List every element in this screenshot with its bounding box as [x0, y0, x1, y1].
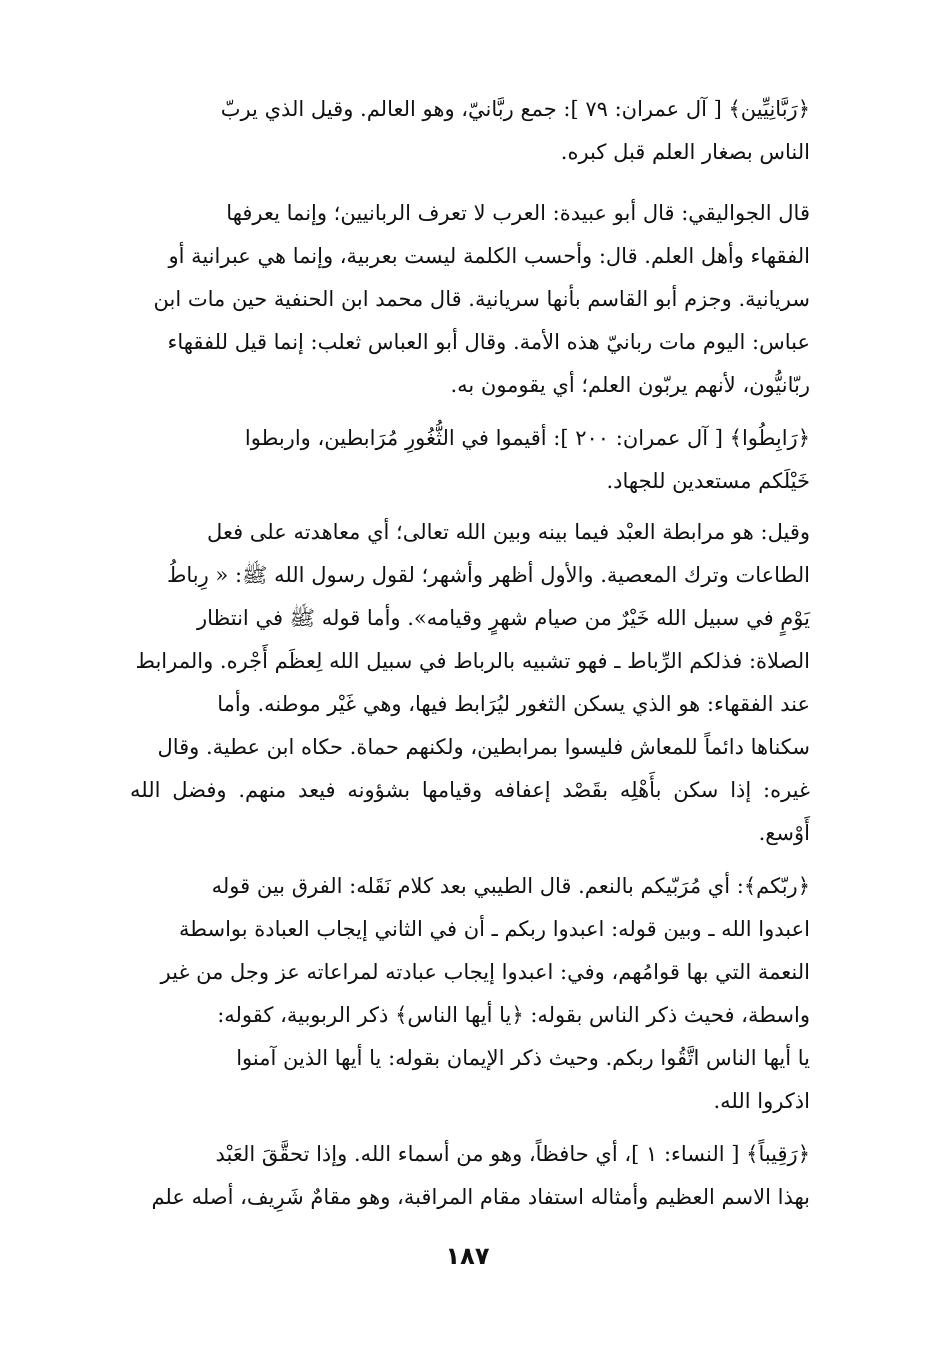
text-line: سكناها دائماً للمعاش فليسوا بمرابطين، ولكنهم حماة. حكاه ابن عطية. وقال	[157, 735, 810, 759]
paragraph-murabata	[130, 511, 810, 855]
text-line: يا أيها الناس اتَّقُوا ربكم. وحيث ذكر الإيمان بقوله: يا أيها الذين آمنوا	[236, 1046, 810, 1070]
text-line: النعمة التي بها قوامُهم، وفي: اعبدوا إيجاب عبادته لمراعاته عز وجل من غير	[160, 960, 810, 984]
text-line: اذكروا الله.	[713, 1089, 810, 1113]
text-line: عند الفقهاء: هو الذي يسكن الثغور ليُرَابط فيها، وهي غَيْر موطنه. وأما	[217, 692, 810, 716]
text-line: ﴿رَابِطُوا﴾ [ آل عمران: ٢٠٠ ]: أقيموا في الثُّغُورِ مُرَابطين، واربطوا	[244, 426, 810, 450]
text-line: غيره: إذا سكن بأَهْلِه بقَصْد إعفافه وقيامها بشؤونه فيعد منهم. وفضل الله أَوْسع.	[130, 778, 810, 845]
text-line: يَوْمٍ في سبيل الله خَيْرٌ من صيام شهرٍ وقيامه». وأما قوله ﷺ في انتظار	[196, 606, 810, 630]
text-line: قال الجواليقي: قال أبو عبيدة: العرب لا تعرف الربانيين؛ وإنما يعرفها	[226, 201, 810, 225]
text-line: ﴿رَقِيباً﴾ [ النساء: ١ ]، أي حافظاً، وهو من أسماء الله. وإذا تحقَّقَ العَبْد	[215, 1142, 810, 1166]
paragraph-raqiban	[130, 1133, 810, 1219]
text-line: الفقهاء وأهل العلم. قال: وأحسب الكلمة ليست بعربية، وإنما هي عبرانية أو	[168, 244, 810, 268]
text-line: ﴿رَبَّانِيِّين﴾ [ آل عمران: ٧٩ ]: جمع ربَّانيّ، وهو العالم. وقيل الذي يربّ	[220, 97, 810, 121]
text-line: واسطة، فحيث ذكر الناس بقوله: ﴿يا أيها الناس﴾ ذكر الربوبية، كقوله:	[217, 1003, 810, 1027]
text-line: خَيْلَكم مستعدين للجهاد.	[606, 469, 810, 493]
paragraph-jawaliqi	[130, 192, 810, 407]
text-line: الصلاة: فذلكم الرِّباط ـ فهو تشبيه بالرباط في سبيل الله لِعظَم أَجْره. والمرابط	[135, 649, 810, 673]
text-line: بهذا الاسم العظيم وأمثاله استفاد مقام المراقبة، وهو مقامٌ شَرِيف، أصله علم	[151, 1185, 810, 1209]
paragraph-rabitu	[130, 417, 810, 503]
text-line: الطاعات وترك المعصية. والأول أظهر وأشهر؛ لقول رسول الله ﷺ: « رِباطُ	[166, 563, 810, 587]
text-line: عباس: اليوم مات ربانيّ هذه الأمة. وقال أبو العباس ثعلب: إنما قيل للفقهاء	[167, 330, 810, 354]
paragraph-rabbaniyyin	[130, 88, 810, 174]
text-line: ربّانيُّون، لأنهم يربّون العلم؛ أي يقومون به.	[450, 373, 810, 397]
text-line: سريانية. وجزم أبو القاسم بأنها سريانية. قال محمد ابن الحنفية حين مات ابن	[153, 287, 810, 311]
text-line: الناس بصغار العلم قبل كبره.	[560, 140, 810, 164]
page-body	[130, 88, 810, 1219]
text-line: ﴿ربّكم﴾: أي مُرَبّيكم بالنعم. قال الطيبي بعد كلام نَقَله: الفرق بين قوله	[211, 874, 810, 898]
text-line: اعبدوا الله ـ وبين قوله: اعبدوا ربكم ـ أن في الثاني إيجاب العبادة بواسطة	[179, 917, 810, 941]
paragraph-rabbukum	[130, 865, 810, 1123]
text-line: وقيل: هو مرابطة العبْد فيما بينه وبين الله تعالى؛ أي معاهدته على فعل	[207, 520, 810, 544]
page-number: ١٨٧	[445, 1242, 490, 1270]
